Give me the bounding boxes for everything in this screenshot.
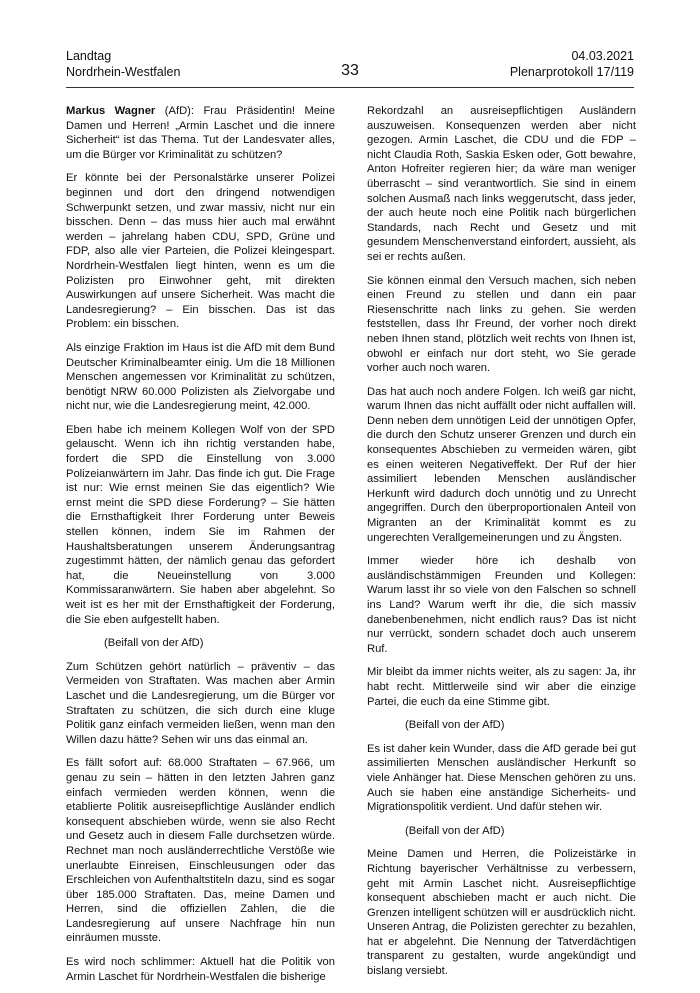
speech-paragraph: Das hat auch noch andere Folgen. Ich weiß gar nicht, warum Ihnen das nicht auffällt oder nicht auffallen will. Denn neben dem unnötigen Leid der unnötigen Opfer, die durch den Schutz unserer Grenzen und durch ein konsequentes Abschieben zu vermeiden wären, gibt es einen weiteren Negativeffekt. Der Ruf der hier assimiliert lebenden Menschen ausländischer Herkunft wird dadurch doch unnötig und zu Unrecht angegriffen. Durch den überproportionalen Anteil von Migranten an der Kriminalität kommt es zu ungerechten Verallgemeinerungen und zu Ängsten.: [367, 385, 636, 544]
text-column-right: [367, 104, 636, 988]
applause-note: (Beifall von der AfD): [104, 637, 204, 650]
speaker-name: Markus Wagner: [66, 105, 156, 117]
header-right: [510, 48, 634, 80]
speech-paragraph: Eben habe ich meinem Kollegen Wolf von der SPD gelauscht. Wenn ich ihn richtig verstanden habe, fordert die SPD die Einstellung von 3.000 Polizeianwärtern im Jahr. Das finde ich gut. Die Frage ist nur: Wie ernst meinen Sie das eigentlich? Wie ernst meint die SPD diese Forderung? – Sie hätten die Ernsthaftigkeit Ihrer Forderung unter Beweis stellen können, indem Sie im Rahmen der Haushaltsberatungen unserem Änderungsantrag zugestimmt hätten, der nämlich genau das gefordert hat, die Neueinstellung von 3.000 Kommissaranwärtern. Sie haben aber abgelehnt. So weit ist es her mit der Ernsthaftigkeit der Forderung, die Sie eben aufgestellt haben.: [66, 423, 335, 626]
speech-paragraph: Rekordzahl an ausreisepflichtigen Ausländern auszuweisen. Konsequenzen werden aber nicht gezogen. Armin Laschet, die CDU und die FDP – nicht Claudia Roth, Saskia Esken oder, Gott bewahre, Anton Hofreiter regieren hier; da wäre man weniger überrascht – sind verantwortlich. Sie sind in einem solchen Ausmaß nach links weggerutscht, dass jeder, der auch heute noch eine Politik nach bürgerlichen Standards, nach Recht und Gesetz und mit gesundem Menschenverstand einfordert, aussieht, als sei er rechts außen.: [367, 105, 636, 263]
speaker-intro: (AfD): Frau Präsidentin! Meine Damen und Herren! „Armin Laschet und die innere Sicherheit“ ist das Thema. Tut der Landesvater alles, um die Bürger vor Kriminalität zu schützen?: [66, 105, 336, 161]
protocol-id: Plenarprotokoll 17/119: [509, 65, 634, 79]
applause-note: (Beifall von der AfD): [405, 824, 505, 837]
text-column-left: [66, 104, 335, 993]
speech-paragraph: Es ist daher kein Wunder, dass die AfD gerade bei gut assimilierten Menschen ausländischer Herkunft so viele Anhänger hat. Diese Menschen gehören zu uns. Auch sie haben eine anständige Sicherheits- und Migrationspolitik verdient. Und dafür stehen wir.: [367, 742, 636, 814]
speech-paragraph: Zum Schützen gehört natürlich – präventiv – das Vermeiden von Straftaten. Was machen aber Armin Laschet und die Landesregierung, um die Bürger vor Straftaten zu schützen, die sich durch eine kluge Politik ganz einfach vermeiden ließen, wenn man den Willen dazu hätte? Sehen wir uns das einmal an.: [66, 660, 335, 746]
speech-paragraph: Es wird noch schlimmer: Aktuell hat die Politik von Armin Laschet für Nordrhein-Westfalen die bisherige: [66, 956, 335, 983]
speech-paragraph: Meine Damen und Herren, die Polizeistärke in Richtung bayerischer Verhältnisse zu verbessern, geht mit Armin Laschet nicht. Ausreisepflichtige konsequent abschieben macht er auch nicht. Die Grenzen intelligent schützen will er ausdrücklich nicht. Unseren Antrag, die Polizisten gerechter zu bezahlen, hat er abgelehnt. Die Nennung der Tatverdächtigen transparent zu gestalten, wurde angekündigt und bislang versiebt.: [367, 848, 636, 978]
speech-paragraph: Es fällt sofort auf: 68.000 Straftaten – 67.966, um genau zu sein – hätten in den letzten Jahren ganz einfach vermieden werden können, wenn die etablierte Politik ausreisepflichtige Ausländer endlich konsequent abschieben würde, wenn sie also Recht und Gesetz auch in diesem Falle durchsetzen würde. Rechnet man noch ausländerrechtliche Verstöße wie unerlaubte Einreisen, Einschleusungen oder das Erschleichen von Aufenthaltstiteln dazu, sind es sogar über 185.000 Straftaten. Das, meine Damen und Herren, sind die offiziellen Zahlen, die die Landesregierung auf unsere Nachfrage hin nun einräumen musste.: [66, 757, 335, 945]
applause-note: (Beifall von der AfD): [405, 719, 505, 732]
speech-paragraph: Sie können einmal den Versuch machen, sich neben einen Freund zu stellen und dann ein paar Riesenschritte nach links zu gehen. Sie werden feststellen, dass Ihr Freund, der vorher noch direkt neben Ihnen stand, plötzlich weit rechts von Ihnen ist, obwohl er einfach nur dort steht, wo Sie gerade vorher auch noch waren.: [367, 274, 636, 375]
state-name: Nordrhein-Westfalen: [66, 65, 181, 79]
speech-paragraph: Immer wieder höre ich deshalb von ausländischstämmigen Freunden und Kollegen: Warum lasst ihr so viele von den Falschen so schnell ins Land? Warum werft ihr die, die sich massiv danebenbenehmen, nicht endlich raus? Das ist nicht nur verrückt, sondern schadet doch auch unserem Ruf.: [367, 555, 636, 655]
page-number: 33: [341, 62, 359, 79]
header-divider: [66, 87, 634, 88]
speech-paragraph: [66, 104, 335, 162]
parliament-name: Landtag: [66, 49, 112, 63]
speech-paragraph: Als einzige Fraktion im Haus ist die AfD mit dem Bund Deutscher Kriminalbeamter einig. Um die 18 Millionen Menschen angemessen vor Kriminalität zu schützen, benötigt NRW 60.000 Polizisten als Zielvorgabe und nicht nur, wie die Landesregierung meint, 42.000.: [66, 341, 335, 413]
session-date: 04.03.2021: [571, 49, 634, 63]
speech-paragraph: Er könnte bei der Personalstärke unserer Polizei beginnen und dort den dringend notwendigen Schwerpunkt setzen, und zwar massiv, nicht nur ein bisschen. Denn – das muss hier auch mal erwähnt werden – jahrelang haben CDU, SPD, Grüne und FDP, also alle vier Parteien, die Polizei kleingespart. Nordrhein-Westfalen liegt hinten, wenn es um die Polizisten pro Einwohner geht, mit direkten Auswirkungen auf unsere Sicherheit. Was macht die Landesregierung? – Ein bisschen. Das ist das Problem: ein bisschen.: [66, 172, 335, 331]
speech-paragraph: Mir bleibt da immer nichts weiter, als zu sagen: Ja, ihr habt recht. Mittlerweile sind wir aber die einzige Partei, die euch da eine Stimme gibt.: [367, 666, 636, 708]
